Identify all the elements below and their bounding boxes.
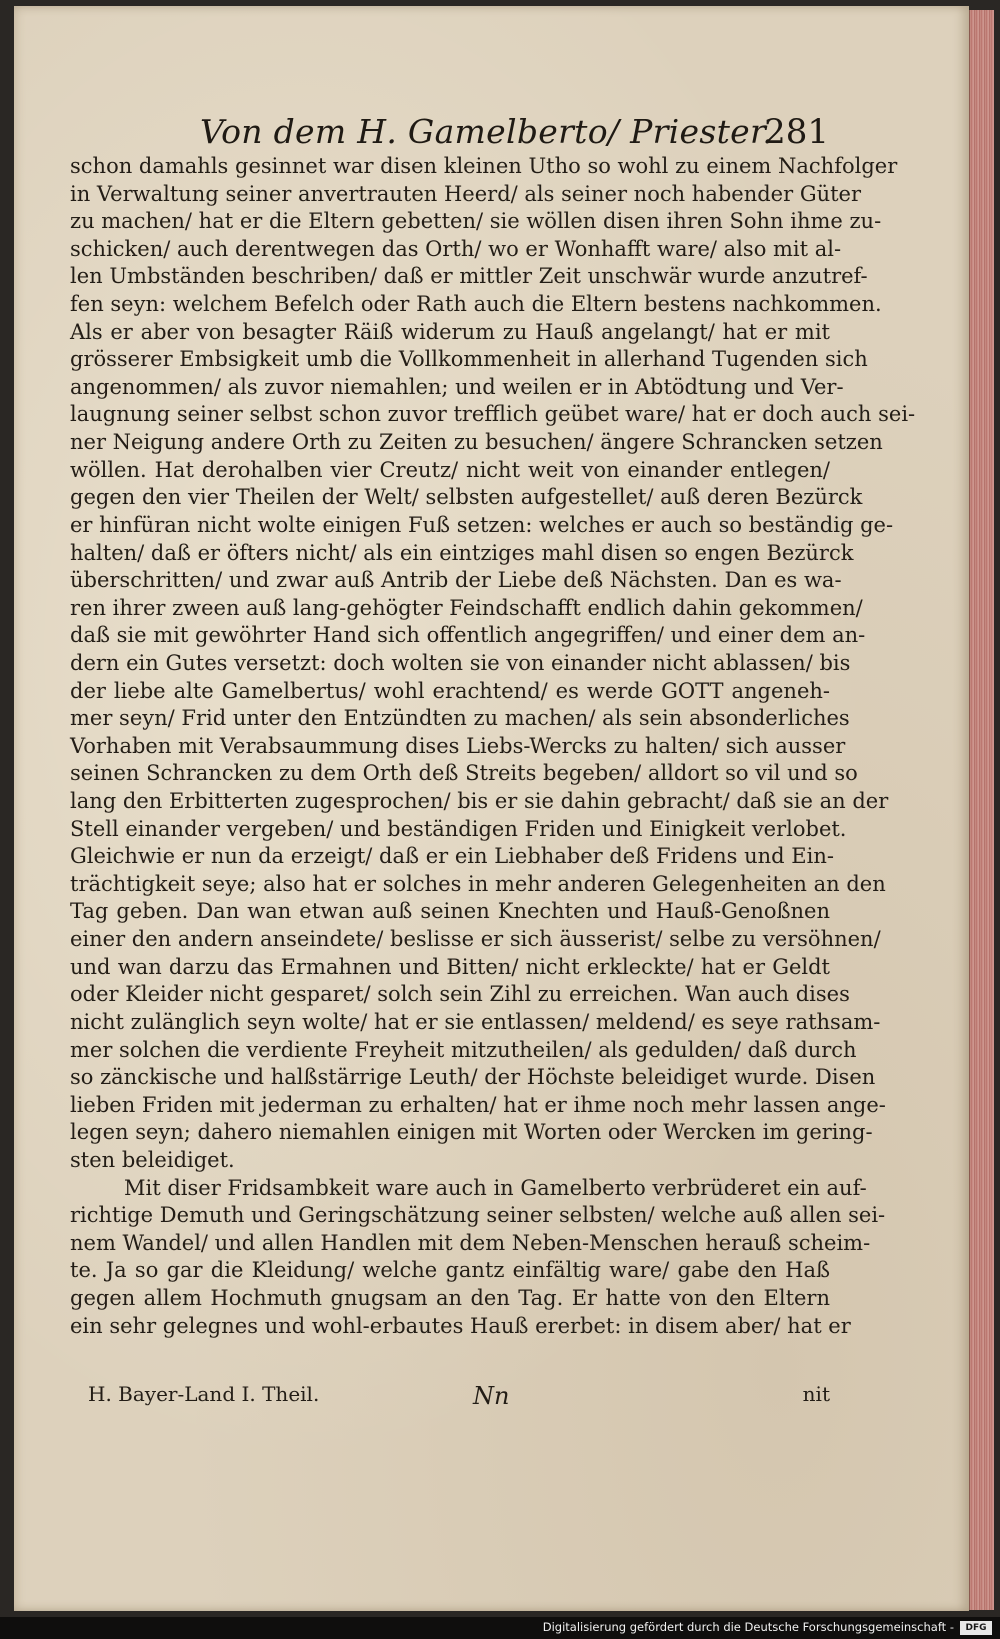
text-line: nem Wandel/ und allen Handlen mit dem Neben-Menschen herauß scheim- xyxy=(70,1230,871,1255)
text-line: lang den Erbitterten zugesprochen/ bis er sie dahin gebracht/ daß sie an der xyxy=(70,789,889,814)
text-line: zu machen/ hat er die Eltern gebetten/ sie wöllen disen ihren Sohn ihme zu- xyxy=(70,209,882,234)
page-header xyxy=(122,112,829,156)
text-line: so zänckische und halßstärrige Leuth/ der Höchste beleidiget wurde. Disen xyxy=(70,1065,876,1090)
text-line: schicken/ auch derentwegen das Orth/ wo er Wonhafft ware/ also mit al- xyxy=(70,236,842,261)
text-line: der liebe alte Gamelbertus/ wohl erachtend/ es werde GOTT angeneh- xyxy=(70,678,830,703)
catchword: nit xyxy=(802,1382,830,1406)
credit-text: Digitalisierung gefördert durch die Deutsche Forschungsgemeinschaft - xyxy=(542,1620,954,1634)
text-line: ner Neigung andere Orth zu Zeiten zu besuchen/ ängere Schrancken setzen xyxy=(70,430,883,455)
text-line: angenommen/ als zuvor niemahlen; und weilen er in Abtödtung und Ver- xyxy=(70,374,844,399)
text-line: dern ein Gutes versetzt: doch wolten sie von einander nicht ablassen/ bis xyxy=(70,650,851,675)
text-line: schon damahls gesinnet war disen kleinen Utho so wohl zu einem Nachfolger xyxy=(70,154,898,178)
signature-text: H. Bayer-Land I. Theil. xyxy=(88,1382,320,1406)
text-line: und wan darzu das Ermahnen und Bitten/ nicht erkleckte/ hat er Geldt xyxy=(70,954,830,979)
text-line: Mit diser Fridsambkeit ware auch in Gamelberto verbrüderet ein auf- xyxy=(124,1175,867,1200)
text-line: lieben Friden mit jederman zu erhalten/ hat er ihme noch mehr lassen ange- xyxy=(70,1092,886,1117)
text-line: legen seyn; dahero niemahlen einigen mit Worten oder Wercken im gering- xyxy=(70,1120,873,1145)
dfg-logo: DFG xyxy=(960,1621,992,1635)
text-line: gegen den vier Theilen der Welt/ selbsten aufgestellet/ auß deren Bezürck xyxy=(70,485,863,510)
page-edge xyxy=(969,10,994,1610)
text-line: überschritten/ und zwar auß Antrib der Liebe deß Nächsten. Dan es wa- xyxy=(70,568,842,593)
text-line: mer solchen die verdiente Freyheit mitzutheilen/ als gedulden/ daß durch xyxy=(70,1037,857,1062)
running-title: Von dem H. Gamelberto/ Priester. xyxy=(200,112,774,151)
text-line: daß sie mit gewöhrter Hand sich offentlich angegriffen/ und einer dem an- xyxy=(70,623,866,648)
text-line: Vorhaben mit Verabsaummung dises Liebs-Wercks zu halten/ sich ausser xyxy=(70,733,846,758)
text-line: Stell einander vergeben/ und beständigen Friden und Einigkeit verlobet. xyxy=(70,816,847,841)
credit-bar xyxy=(0,1617,1000,1639)
text-line: seinen Schrancken zu dem Orth deß Streits begeben/ alldort so vil und so xyxy=(70,761,858,786)
text-line: ren ihrer zween auß lang-gehögter Feindschafft endlich dahin gekommen/ xyxy=(70,595,863,620)
text-line: er hinfüran nicht wolte einigen Fuß setzen: welches er auch so beständig ge- xyxy=(70,512,894,537)
text-line: in Verwaltung seiner anvertrauten Heerd/ als seiner noch habender Güter xyxy=(70,181,862,206)
text-line: wöllen. Hat derohalben vier Creutz/ nicht weit von einander entlegen/ xyxy=(70,457,830,482)
text-line: mer seyn/ Frid unter den Entzündten zu machen/ als sein absonderliches xyxy=(70,706,850,731)
text-line: nicht zulänglich seyn wolte/ hat er sie entlassen/ meldend/ es seye rathsam- xyxy=(70,1009,881,1034)
text-line: richtige Demuth und Geringschätzung seiner selbsten/ welche auß allen sei- xyxy=(70,1203,886,1228)
signature-mark: Nn xyxy=(473,1382,510,1410)
text-line: einer den andern anseindete/ beslisse er sich äusserist/ selbe zu versöhnen/ xyxy=(70,927,881,952)
body-text xyxy=(70,153,916,1340)
text-line: te. Ja so gar die Kleidung/ welche gantz einfältig ware/ gabe den Haß xyxy=(70,1258,830,1283)
text-line: fen seyn: welchem Befelch oder Rath auch die Eltern bestens nachkommen. xyxy=(70,292,882,317)
page-number: 281 xyxy=(764,112,829,152)
text-line: halten/ daß er öfters nicht/ als ein eintziges mahl disen so engen Bezürck xyxy=(70,540,854,565)
text-line: trächtigkeit seye; also hat er solches in mehr anderen Gelegenheiten an den xyxy=(70,871,886,896)
page-footer xyxy=(88,1382,830,1412)
text-line: oder Kleider nicht gesparet/ solch sein Zihl zu erreichen. Wan auch dises xyxy=(70,982,850,1007)
text-line: laugnung seiner selbst schon zuvor trefflich geübet ware/ hat er doch auch sei- xyxy=(70,402,916,427)
text-line: gegen allem Hochmuth gnugsam an den Tag. Er hatte von den Eltern xyxy=(70,1285,830,1310)
text-line: grösserer Embsigkeit umb die Vollkommenheit in allerhand Tugenden sich xyxy=(70,347,868,372)
text-line: Gleichwie er nun da erzeigt/ daß er ein Liebhaber deß Fridens und Ein- xyxy=(70,844,834,869)
text-line: len Umbständen beschriben/ daß er mittler Zeit unschwär wurde anzutref- xyxy=(70,264,868,289)
text-line: Tag geben. Dan wan etwan auß seinen Knechten und Hauß-Genoßnen xyxy=(70,899,830,924)
text-line: sten beleidiget. xyxy=(70,1147,235,1172)
text-line: ein sehr gelegnes und wohl-erbautes Hauß ererbet: in disem aber/ hat er xyxy=(70,1313,851,1338)
text-line: Als er aber von besagter Räiß widerum zu Hauß angelangt/ hat er mit xyxy=(70,319,830,344)
